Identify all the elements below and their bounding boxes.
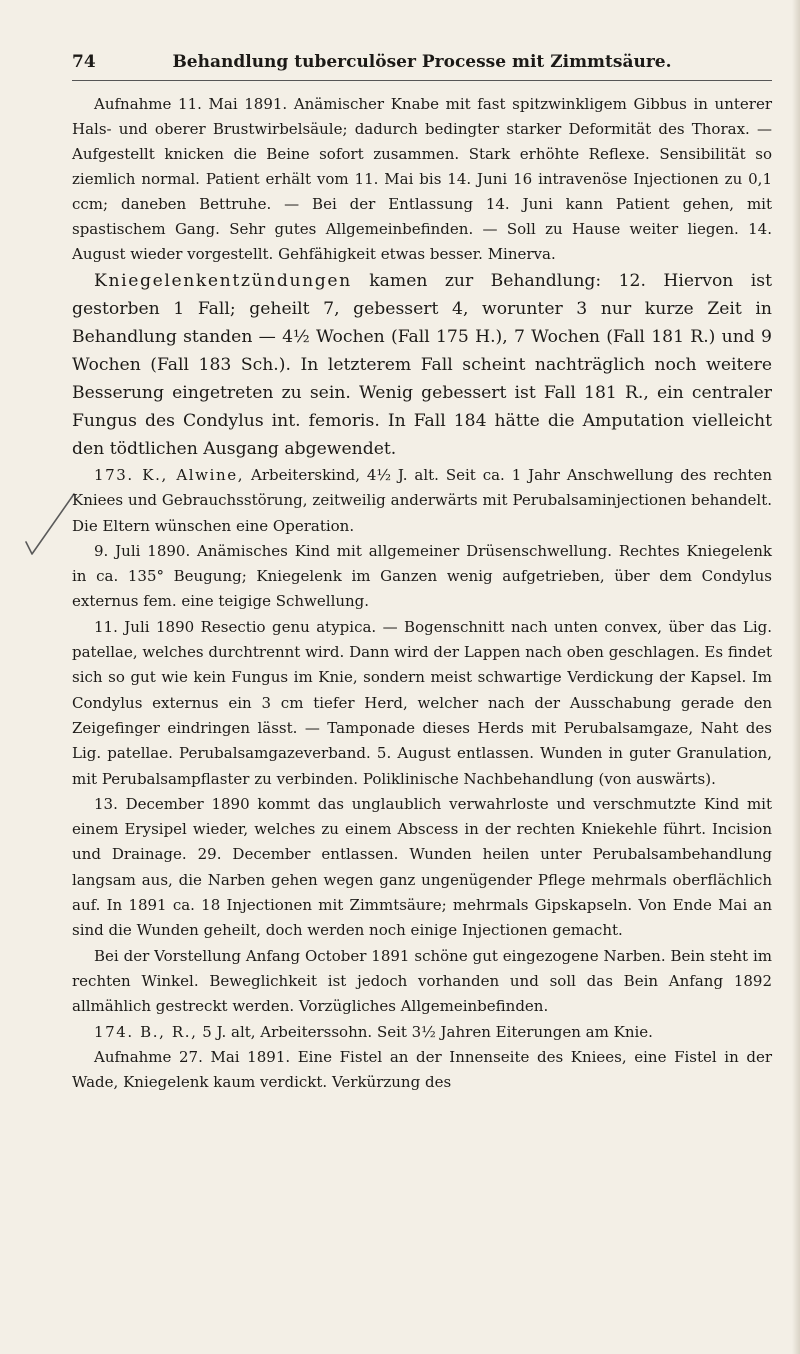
case-paragraph: 174. B., R., 5 J. alt, Arbeiterssohn. Seit 3½ Jahren Eiterungen am Knie.: [94, 1022, 653, 1041]
paragraph: Aufnahme 11. Mai 1891. Anämischer Knabe mit fast spitzwinkligem Gibbus in unterer Hals- und oberer Brustwirbelsäule; dadurch bedingter starker Deformität des Thorax. — Aufgestellt knicken die Beine sofort zusammen. Stark erhöhte Reflexe. Sensibilität so ziemlich normal. Patient erhält vom 11. Mai bis 14. Juni 16 intravenöse Injectionen zu 0,1 ccm; daneben Bettruhe. — Bei der Entlassung 14. Juni kann Patient gehen, mit spastischem Gang. Sehr gutes Allgemeinbefinden. — Soll zu Hause weiter liegen. 14. August wieder vorgestellt. Gehfähigkeit etwas besser. Minerva.: [72, 95, 772, 263]
page-body: [72, 92, 772, 1095]
case-lead: 173. K., Alwine,: [94, 466, 245, 484]
paragraph-section-heading: Kniegelenkentzündungen kamen zur Behandlung: 12. Hiervon ist gestorben 1 Fall; geheilt 7, gebessert 4, worunter 3 nur kurze Zeit in Behandlung standen — 4½ Wochen (Fall 175 H.), 7 Wochen (Fall 181 R.) und 9 Wochen (Fall 183 Sch.). In letzterem Fall scheint nachträglich noch weitere Besserung eingetreten zu sein. Wenig gebessert ist Fall 181 R., ein centraler Fungus des Condylus int. femoris. In Fall 184 hätte die Amputation vielleicht den tödtlichen Ausgang abgewendet.: [72, 271, 772, 459]
case-lead: 174. B., R.,: [94, 1022, 198, 1041]
page-edge-shadow: [792, 0, 800, 1354]
page-header: [72, 52, 772, 82]
header-rule: [72, 80, 772, 81]
paragraph: 11. Juli 1890 Resectio genu atypica. — Bogenschnitt nach unten convex, über das Lig. patellae, welches durchtrennt wird. Dann wird der Lappen nach oben geschlagen. Es findet sich so gut wie kein Fungus im Knie, sondern meist schwartige Verdickung der Kapsel. Im Condylus externus ein 3 cm tiefer Herd, welcher nach der Ausschabung gerade den Zeigefinger eindringen lässt. — Tamponade dieses Herds mit Perubalsamgaze, Naht des Lig. patellae. Perubalsamgazeverband. 5. August entlassen. Wunden in guter Granulation, mit Perubalsampflaster zu verbinden. Poliklinische Nachbehandlung (von auswärts).: [72, 617, 772, 788]
paragraph: Aufnahme 27. Mai 1891. Eine Fistel an der Innenseite des Kniees, eine Fistel in der Wade, Kniegelenk kaum verdickt. Verkürzung des: [72, 1047, 772, 1092]
page-number: 74: [72, 52, 96, 72]
check-mark-icon: [20, 490, 80, 560]
running-title: Behandlung tuberculöser Processe mit Zimmtsäure.: [172, 52, 672, 72]
case-paragraph: 173. K., Alwine, Arbeiterskind, 4½ J. alt. Seit ca. 1 Jahr Anschwellung des rechten Kniees und Gebrauchsstörung, zeitweilig anderwärts mit Perubalsaminjectionen behandelt. Die Eltern wünschen eine Operation.: [72, 466, 772, 535]
paragraph: 13. December 1890 kommt das unglaublich verwahrloste und verschmutzte Kind mit einem Erysipel wieder, welches zu einem Abscess in der rechten Kniekehle führt. Incision und Drainage. 29. December entlassen. Wunden heilen unter Perubalsambehandlung langsam aus, die Narben gehen wegen ganz ungenügender Pflege mehrmals oberflächlich auf. In 1891 ca. 18 Injectionen mit Zimmtsäure; mehrmals Gipskapseln. Von Ende Mai an sind die Wunden geheilt, doch werden noch einige Injectionen gemacht.: [72, 794, 772, 940]
section-lead: Kniegelenkentzündungen: [94, 271, 352, 291]
paragraph: 9. Juli 1890. Anämisches Kind mit allgemeiner Drüsenschwellung. Rechtes Kniegelenk in ca. 135° Beugung; Kniegelenk im Ganzen wenig aufgetrieben, über dem Condylus externus fem. eine teigige Schwellung.: [72, 541, 772, 611]
paragraph: Bei der Vorstellung Anfang October 1891 schöne gut eingezogene Narben. Bein steht im rechten Winkel. Beweglichkeit ist jedoch vorhanden und soll das Bein Anfang 1892 allmählich gestreckt werden. Vorzügliches Allgemeinbefinden.: [72, 946, 772, 1016]
